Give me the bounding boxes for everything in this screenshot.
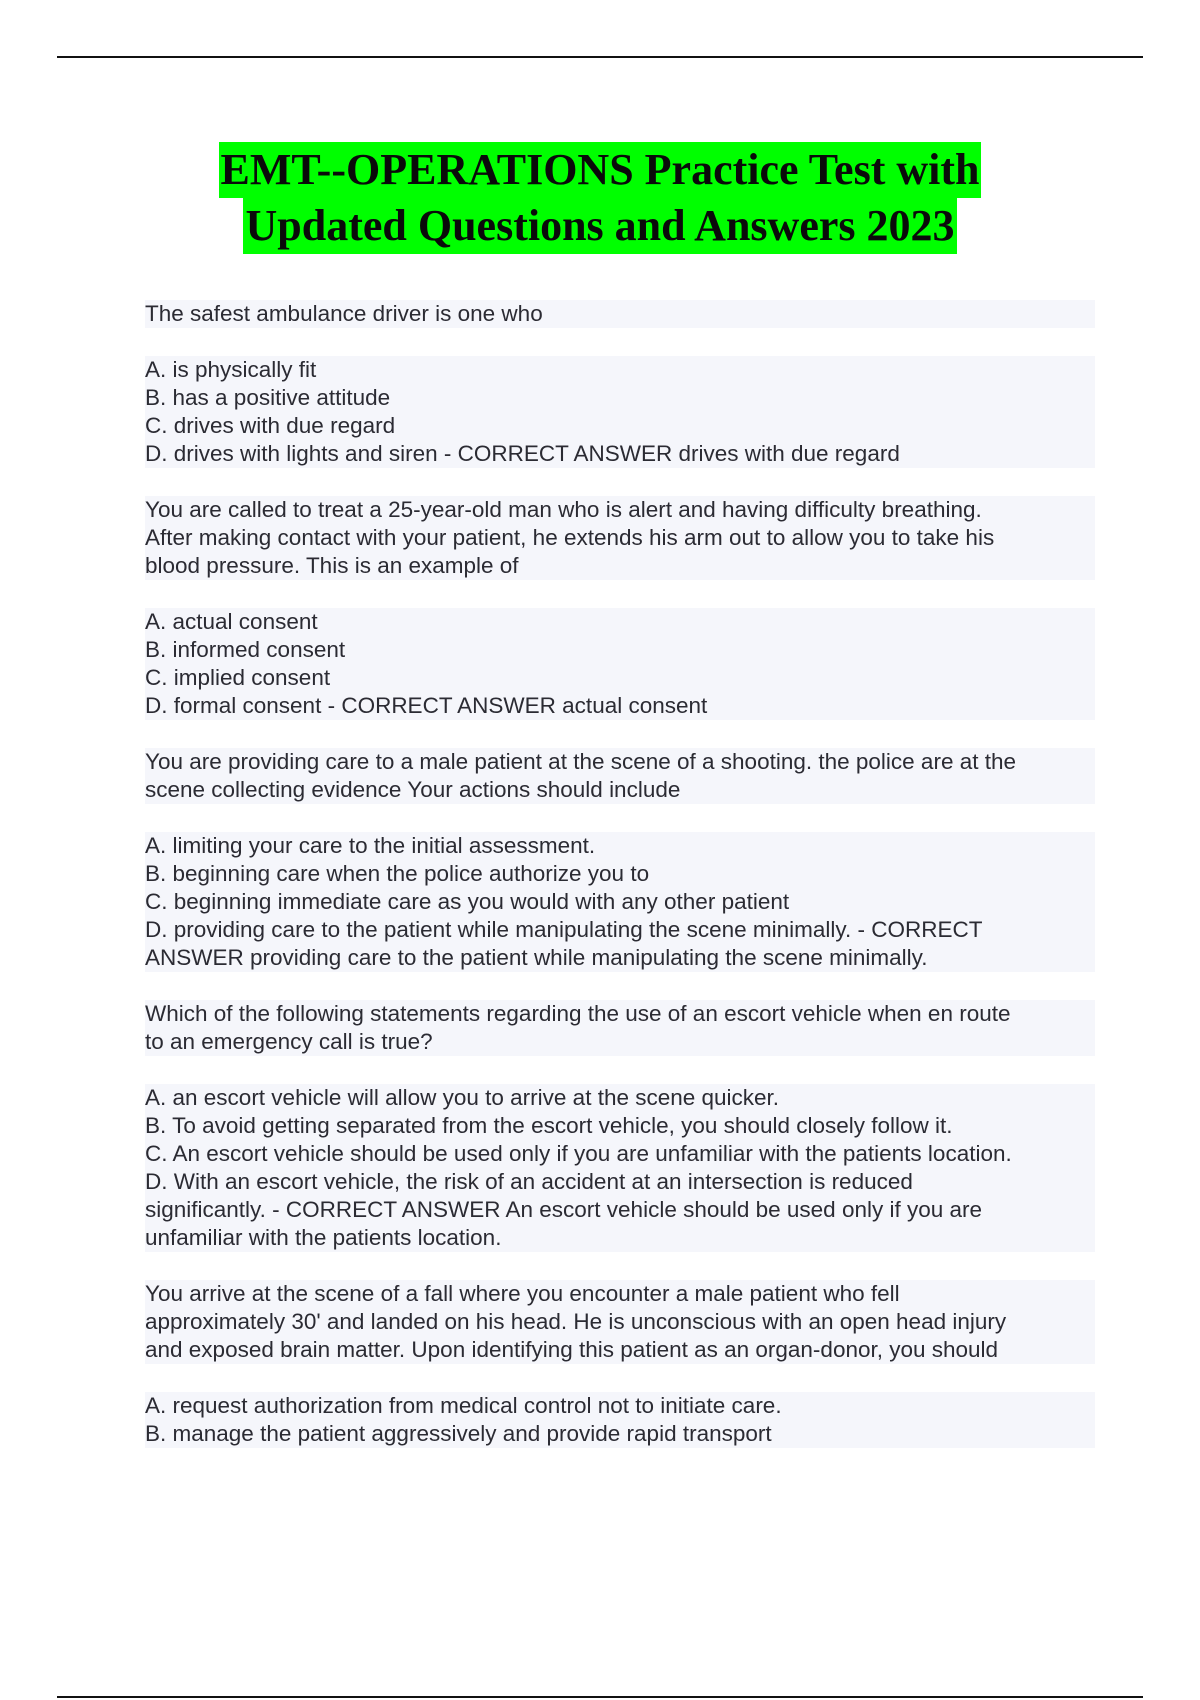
- answer-option-line: D. providing care to the patient while manipulating the scene minimally. - CORRECT: [145, 916, 1095, 944]
- options-block: [145, 356, 1095, 468]
- question-text-line: scene collecting evidence Your actions should include: [145, 776, 1095, 804]
- answer-option-line: A. actual consent: [145, 608, 1095, 636]
- options-block: [145, 832, 1095, 972]
- answer-option-line: D. drives with lights and siren - CORRECT ANSWER drives with due regard: [145, 440, 1095, 468]
- question-block: [145, 1280, 1095, 1364]
- answer-option-line: unfamiliar with the patients location.: [145, 1224, 1095, 1252]
- question-text-line: blood pressure. This is an example of: [145, 552, 1095, 580]
- answer-option-line: A. an escort vehicle will allow you to arrive at the scene quicker.: [145, 1084, 1095, 1112]
- answer-option-line: C. implied consent: [145, 664, 1095, 692]
- answer-option-line: A. is physically fit: [145, 356, 1095, 384]
- answer-option-line: D. formal consent - CORRECT ANSWER actual consent: [145, 692, 1095, 720]
- options-block: [145, 608, 1095, 720]
- question-block: [145, 496, 1095, 580]
- answer-option-line: ANSWER providing care to the patient while manipulating the scene minimally.: [145, 944, 1095, 972]
- answer-option-line: C. An escort vehicle should be used only if you are unfamiliar with the patients location.: [145, 1140, 1095, 1168]
- options-block: [145, 1084, 1095, 1252]
- answer-option-line: C. beginning immediate care as you would with any other patient: [145, 888, 1095, 916]
- question-text-line: You are called to treat a 25-year-old man who is alert and having difficulty breathing.: [145, 496, 1095, 524]
- question-text-line: The safest ambulance driver is one who: [145, 300, 1095, 328]
- question-text-line: After making contact with your patient, he extends his arm out to allow you to take his: [145, 524, 1095, 552]
- question-text-line: You are providing care to a male patient at the scene of a shooting. the police are at the: [145, 748, 1095, 776]
- answer-option-line: B. manage the patient aggressively and provide rapid transport: [145, 1420, 1095, 1448]
- answer-option-line: A. request authorization from medical control not to initiate care.: [145, 1392, 1095, 1420]
- top-rule: [57, 56, 1143, 58]
- title-line-2: Updated Questions and Answers 2023: [243, 198, 956, 254]
- answer-option-line: B. informed consent: [145, 636, 1095, 664]
- answer-option-line: A. limiting your care to the initial assessment.: [145, 832, 1095, 860]
- question-text-line: approximately 30' and landed on his head. He is unconscious with an open head injury: [145, 1308, 1095, 1336]
- question-block: [145, 748, 1095, 804]
- answer-option-line: C. drives with due regard: [145, 412, 1095, 440]
- question-text-line: to an emergency call is true?: [145, 1028, 1095, 1056]
- question-text-line: You arrive at the scene of a fall where you encounter a male patient who fell: [145, 1280, 1095, 1308]
- document-body: [145, 300, 1095, 1476]
- question-text-line: Which of the following statements regarding the use of an escort vehicle when en route: [145, 1000, 1095, 1028]
- answer-option-line: D. With an escort vehicle, the risk of an accident at an intersection is reduced: [145, 1168, 1095, 1196]
- title-line-1: EMT--OPERATIONS Practice Test with: [219, 142, 982, 198]
- answer-option-line: B. To avoid getting separated from the escort vehicle, you should closely follow it.: [145, 1112, 1095, 1140]
- answer-option-line: B. beginning care when the police authorize you to: [145, 860, 1095, 888]
- options-block: [145, 1392, 1095, 1448]
- bottom-rule: [57, 1696, 1143, 1698]
- question-text-line: and exposed brain matter. Upon identifying this patient as an organ-donor, you should: [145, 1336, 1095, 1364]
- question-block: [145, 300, 1095, 328]
- question-block: [145, 1000, 1095, 1056]
- document-title: [0, 142, 1200, 254]
- answer-option-line: B. has a positive attitude: [145, 384, 1095, 412]
- answer-option-line: significantly. - CORRECT ANSWER An escort vehicle should be used only if you are: [145, 1196, 1095, 1224]
